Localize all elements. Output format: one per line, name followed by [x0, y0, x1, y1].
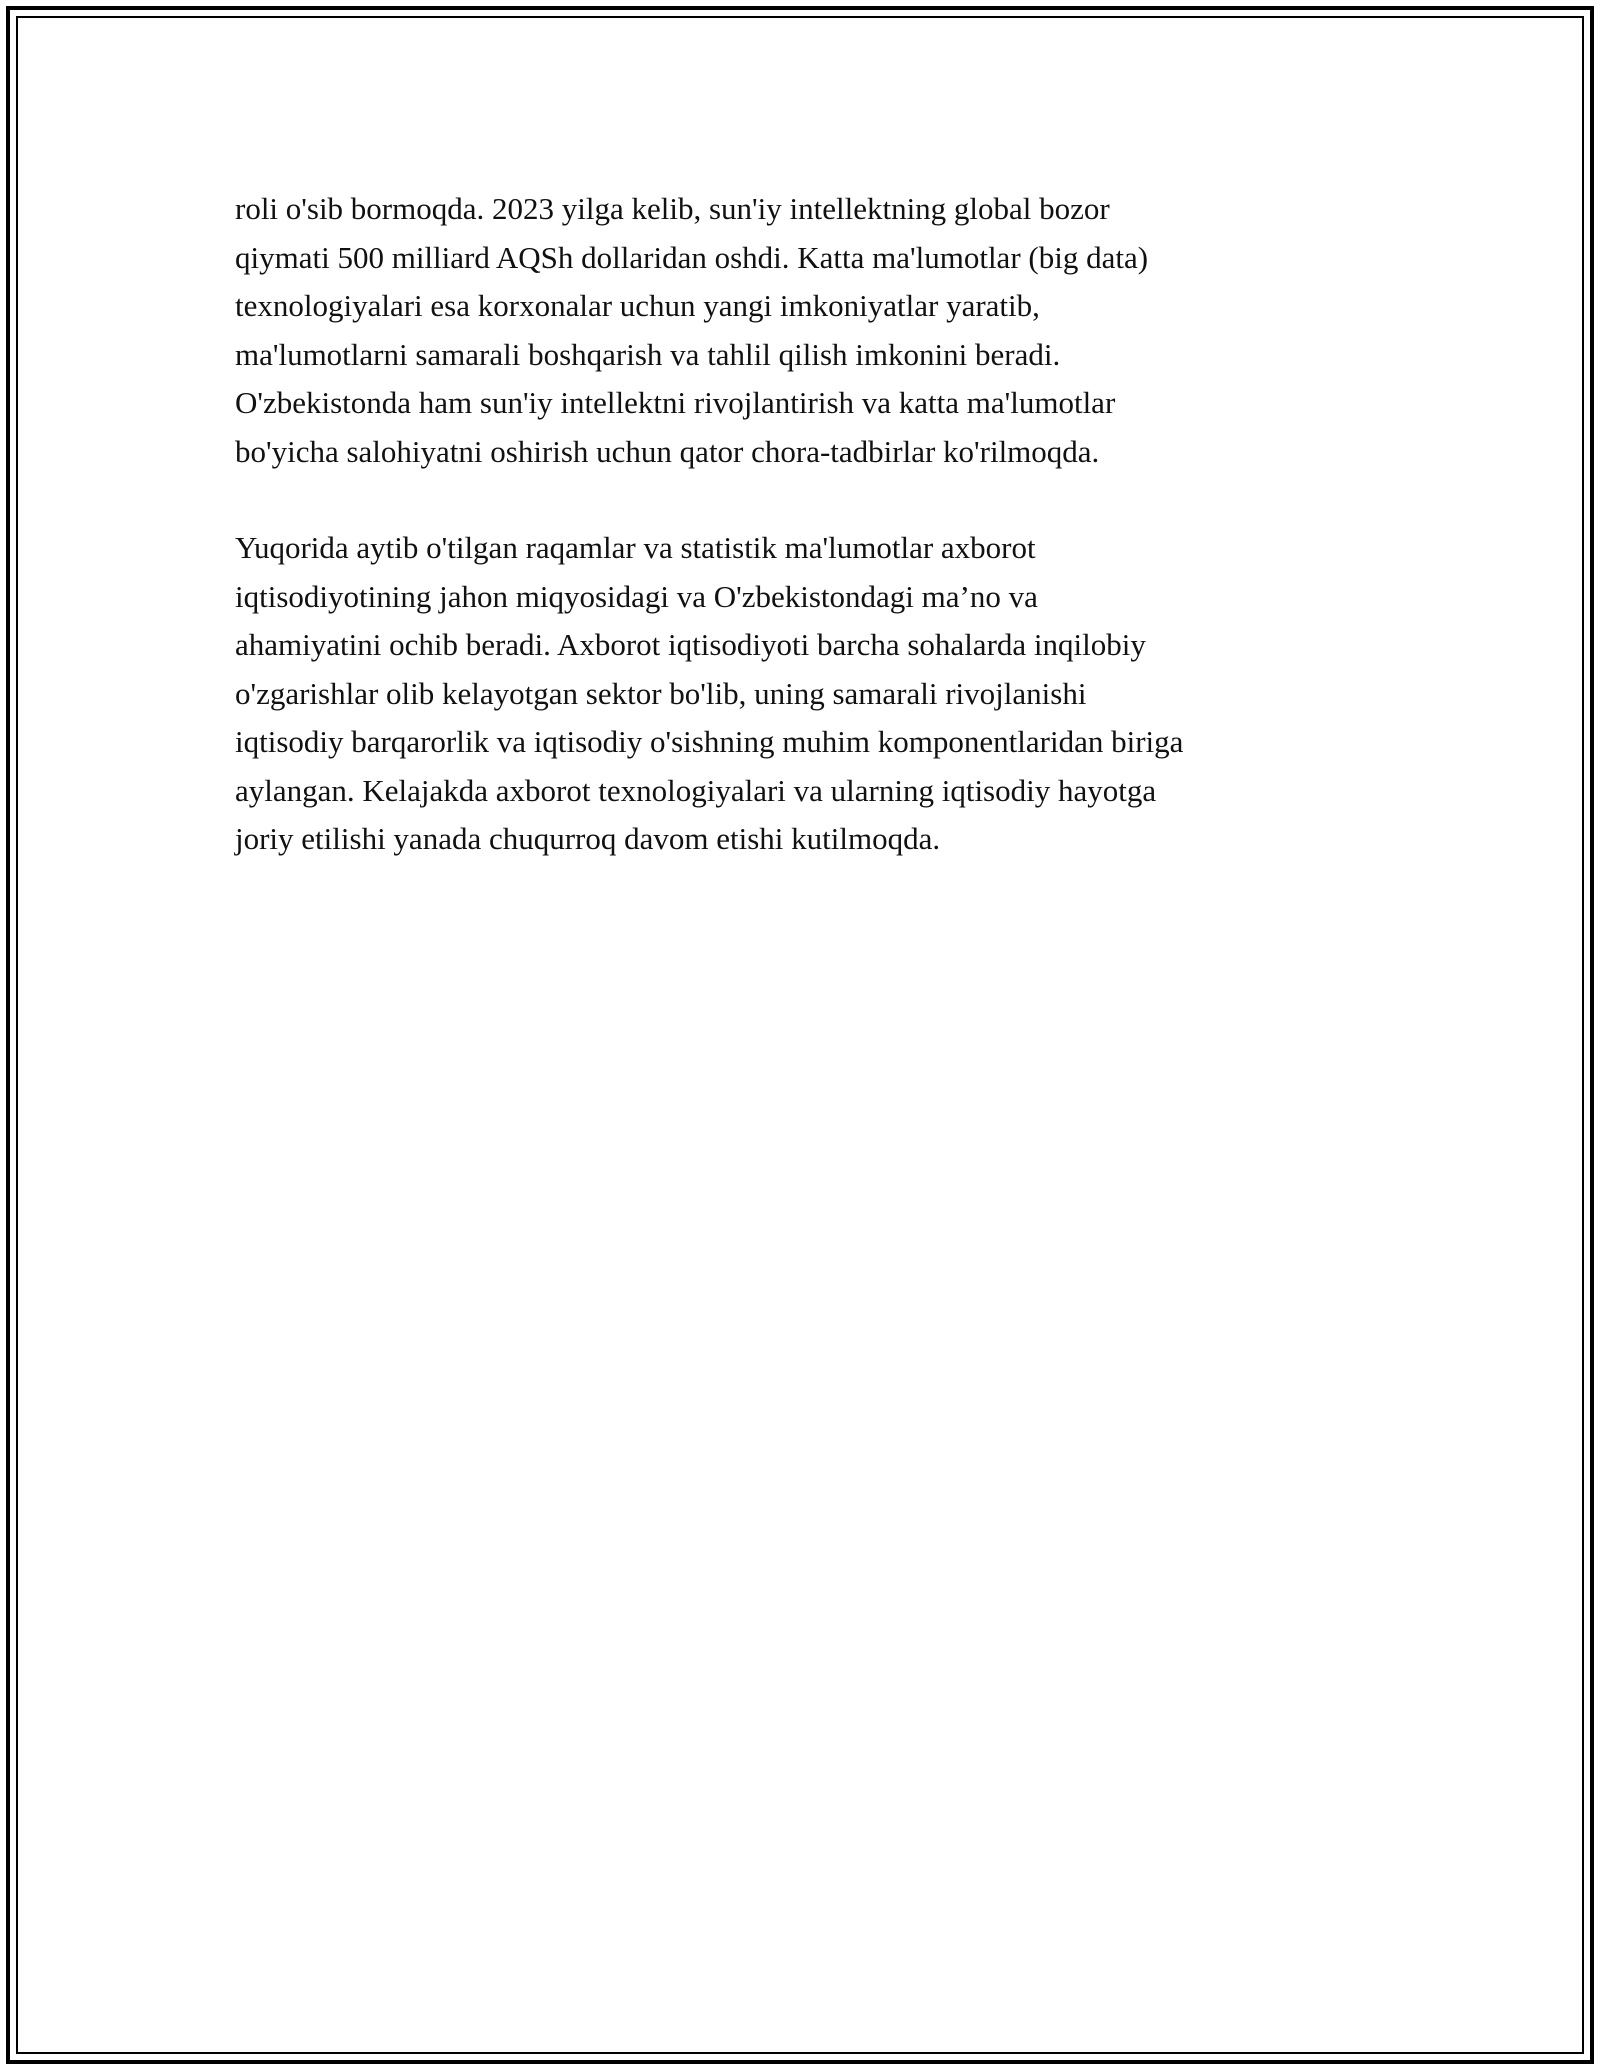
paragraph-line: o'zgarishlar olib kelayotgan sektor bo'lib, uning samarali rivojlanishi	[235, 675, 1087, 711]
paragraph-line: bo'yicha salohiyatni oshirish uchun qator chora-tadbirlar ko'rilmoqda.	[235, 433, 1100, 469]
paragraph-line: texnologiyalari esa korxonalar uchun yangi imkoniyatlar yaratib,	[235, 288, 1040, 323]
paragraph-line: joriy etilishi yanada chuqurroq davom etishi kutilmoqda.	[235, 821, 941, 856]
paragraph-line: roli o'sib bormoqda. 2023 yilga kelib, sun'iy intellektning global bozor	[235, 191, 1110, 226]
paragraph-line: ma'lumotlarni samarali boshqarish va tahlil qilish imkonini beradi.	[235, 336, 1061, 372]
paragraph-line: qiymati 500 milliard AQSh dollaridan oshdi. Katta ma'lumotlar (big data)	[235, 239, 1149, 275]
paragraph-line: aylangan. Kelajakda axborot texnologiyalari va ularning iqtisodiy hayotga	[235, 772, 1157, 808]
paragraph-2	[235, 524, 1385, 864]
paragraph-1	[235, 185, 1385, 476]
document-body	[235, 185, 1385, 864]
paragraph-line: ahamiyatini ochib beradi. Axborot iqtisodiyoti barcha sohalarda inqilobiy	[235, 627, 1146, 662]
paragraph-line: iqtisodiy barqarorlik va iqtisodiy o'sishning muhim komponentlaridan biriga	[235, 724, 1184, 759]
paragraph-line: Yuqorida aytib o'tilgan raqamlar va statistik ma'lumotlar axborot	[235, 530, 1036, 565]
paragraph-line: O'zbekistonda ham sun'iy intellektni rivojlantirish va katta ma'lumotlar	[235, 385, 1116, 420]
paragraph-line: iqtisodiyotining jahon miqyosidagi va O'zbekistondagi ma’no va	[235, 578, 1038, 614]
